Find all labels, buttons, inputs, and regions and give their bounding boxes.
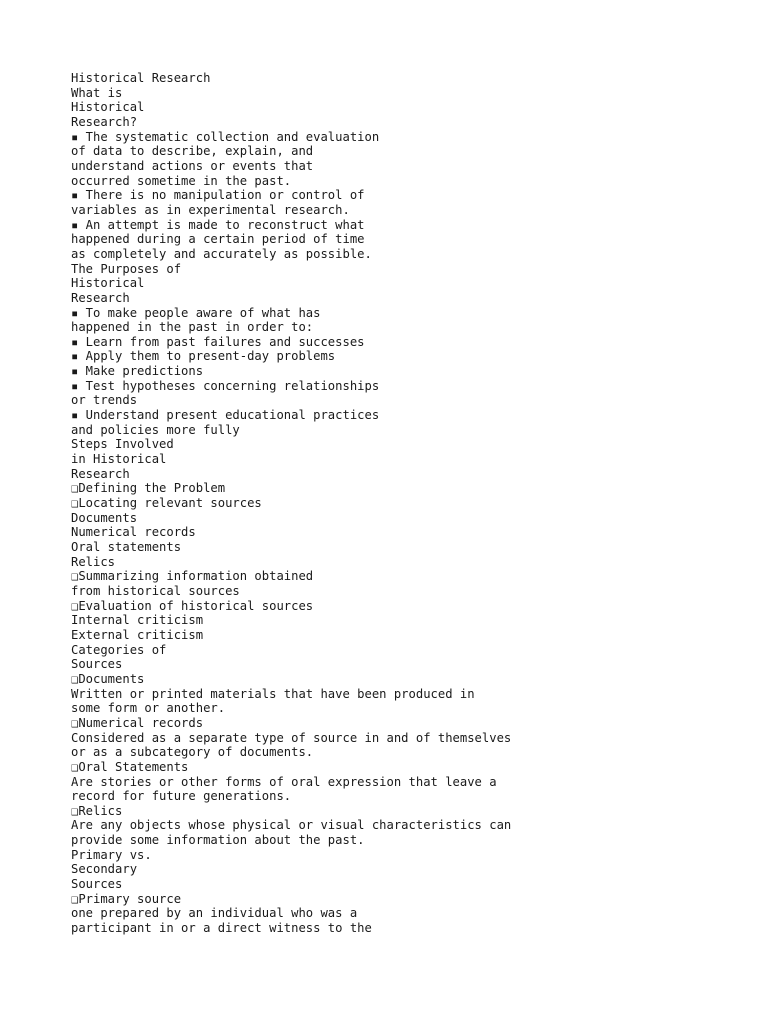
text-line: record for future generations.	[71, 789, 292, 804]
text-line: ▪ To make people aware of what has	[71, 305, 321, 320]
text-line: ❑Defining the Problem	[71, 481, 226, 496]
text-line: occurred sometime in the past.	[71, 173, 292, 188]
text-line: understand actions or events that	[71, 158, 314, 173]
text-line: happened in the past in order to:	[71, 320, 314, 335]
text-line: Sources	[71, 657, 123, 672]
text-line: provide some information about the past.	[71, 833, 365, 848]
text-line: or as a subcategory of documents.	[71, 745, 314, 760]
text-line: Research?	[71, 114, 138, 129]
text-line: ▪ Apply them to present-day problems	[71, 349, 336, 364]
text-line: and policies more fully	[71, 422, 240, 437]
text-line: Secondary	[71, 862, 138, 877]
text-line: Are any objects whose physical or visual characteristics can	[71, 818, 512, 833]
text-line: Internal criticism	[71, 613, 204, 628]
text-line: ▪ An attempt is made to reconstruct what	[71, 217, 365, 232]
text-line: ❑Primary source	[71, 891, 182, 906]
text-line: What is	[71, 85, 123, 100]
text-line: Are stories or other forms of oral expression that leave a	[71, 774, 497, 789]
text-line: Primary vs.	[71, 847, 152, 862]
text-line: ▪ There is no manipulation or control of	[71, 188, 365, 203]
text-line: Historical Research	[71, 71, 211, 85]
text-line: Written or printed materials that have been produced in	[71, 686, 475, 701]
text-line: ❑Documents	[71, 671, 145, 686]
text-line: ❑Oral Statements	[71, 759, 189, 774]
text-line: ❑Summarizing information obtained	[71, 569, 314, 584]
text-line: in Historical	[71, 452, 167, 467]
text-line: Categories of	[71, 642, 167, 657]
text-line: happened during a certain period of time	[71, 232, 365, 247]
text-line: ▪ Learn from past failures and successes	[71, 334, 365, 349]
text-line: ❑Numerical records	[71, 715, 204, 730]
text-line: The Purposes of	[71, 261, 182, 276]
text-line: Oral statements	[71, 540, 182, 554]
text-line: External criticism	[71, 627, 204, 642]
text-line: Numerical records	[71, 525, 196, 540]
text-line: Relics	[71, 554, 116, 569]
text-line: one prepared by an individual who was a	[71, 906, 358, 921]
text-line: Historical	[71, 276, 145, 291]
document-page	[71, 71, 751, 936]
text-line: ▪ Test hypotheses concerning relationships	[71, 378, 380, 393]
text-line: Sources	[71, 877, 123, 892]
text-line: Historical	[71, 100, 145, 115]
text-line: ❑Locating relevant sources	[71, 496, 262, 511]
text-line: as completely and accurately as possible.	[71, 246, 372, 261]
text-line: or trends	[71, 393, 138, 408]
text-line: some form or another.	[71, 701, 226, 716]
text-line: of data to describe, explain, and	[71, 144, 314, 159]
text-line: variables as in experimental research.	[71, 202, 350, 217]
text-line: from historical sources	[71, 583, 240, 598]
text-line: Documents	[71, 510, 138, 525]
text-line: ▪ Understand present educational practices	[71, 408, 380, 423]
text-line: Considered as a separate type of source in and of themselves	[71, 730, 512, 745]
text-line: Research	[71, 466, 130, 481]
text-line: ❑Relics	[71, 803, 123, 818]
text-line: participant in or a direct witness to the	[71, 921, 372, 936]
text-line: ▪ The systematic collection and evaluation	[71, 129, 380, 144]
text-line: ❑Evaluation of historical sources	[71, 598, 314, 613]
text-line: ▪ Make predictions	[71, 364, 204, 379]
text-line: Research	[71, 290, 130, 305]
text-line: Steps Involved	[71, 437, 174, 452]
